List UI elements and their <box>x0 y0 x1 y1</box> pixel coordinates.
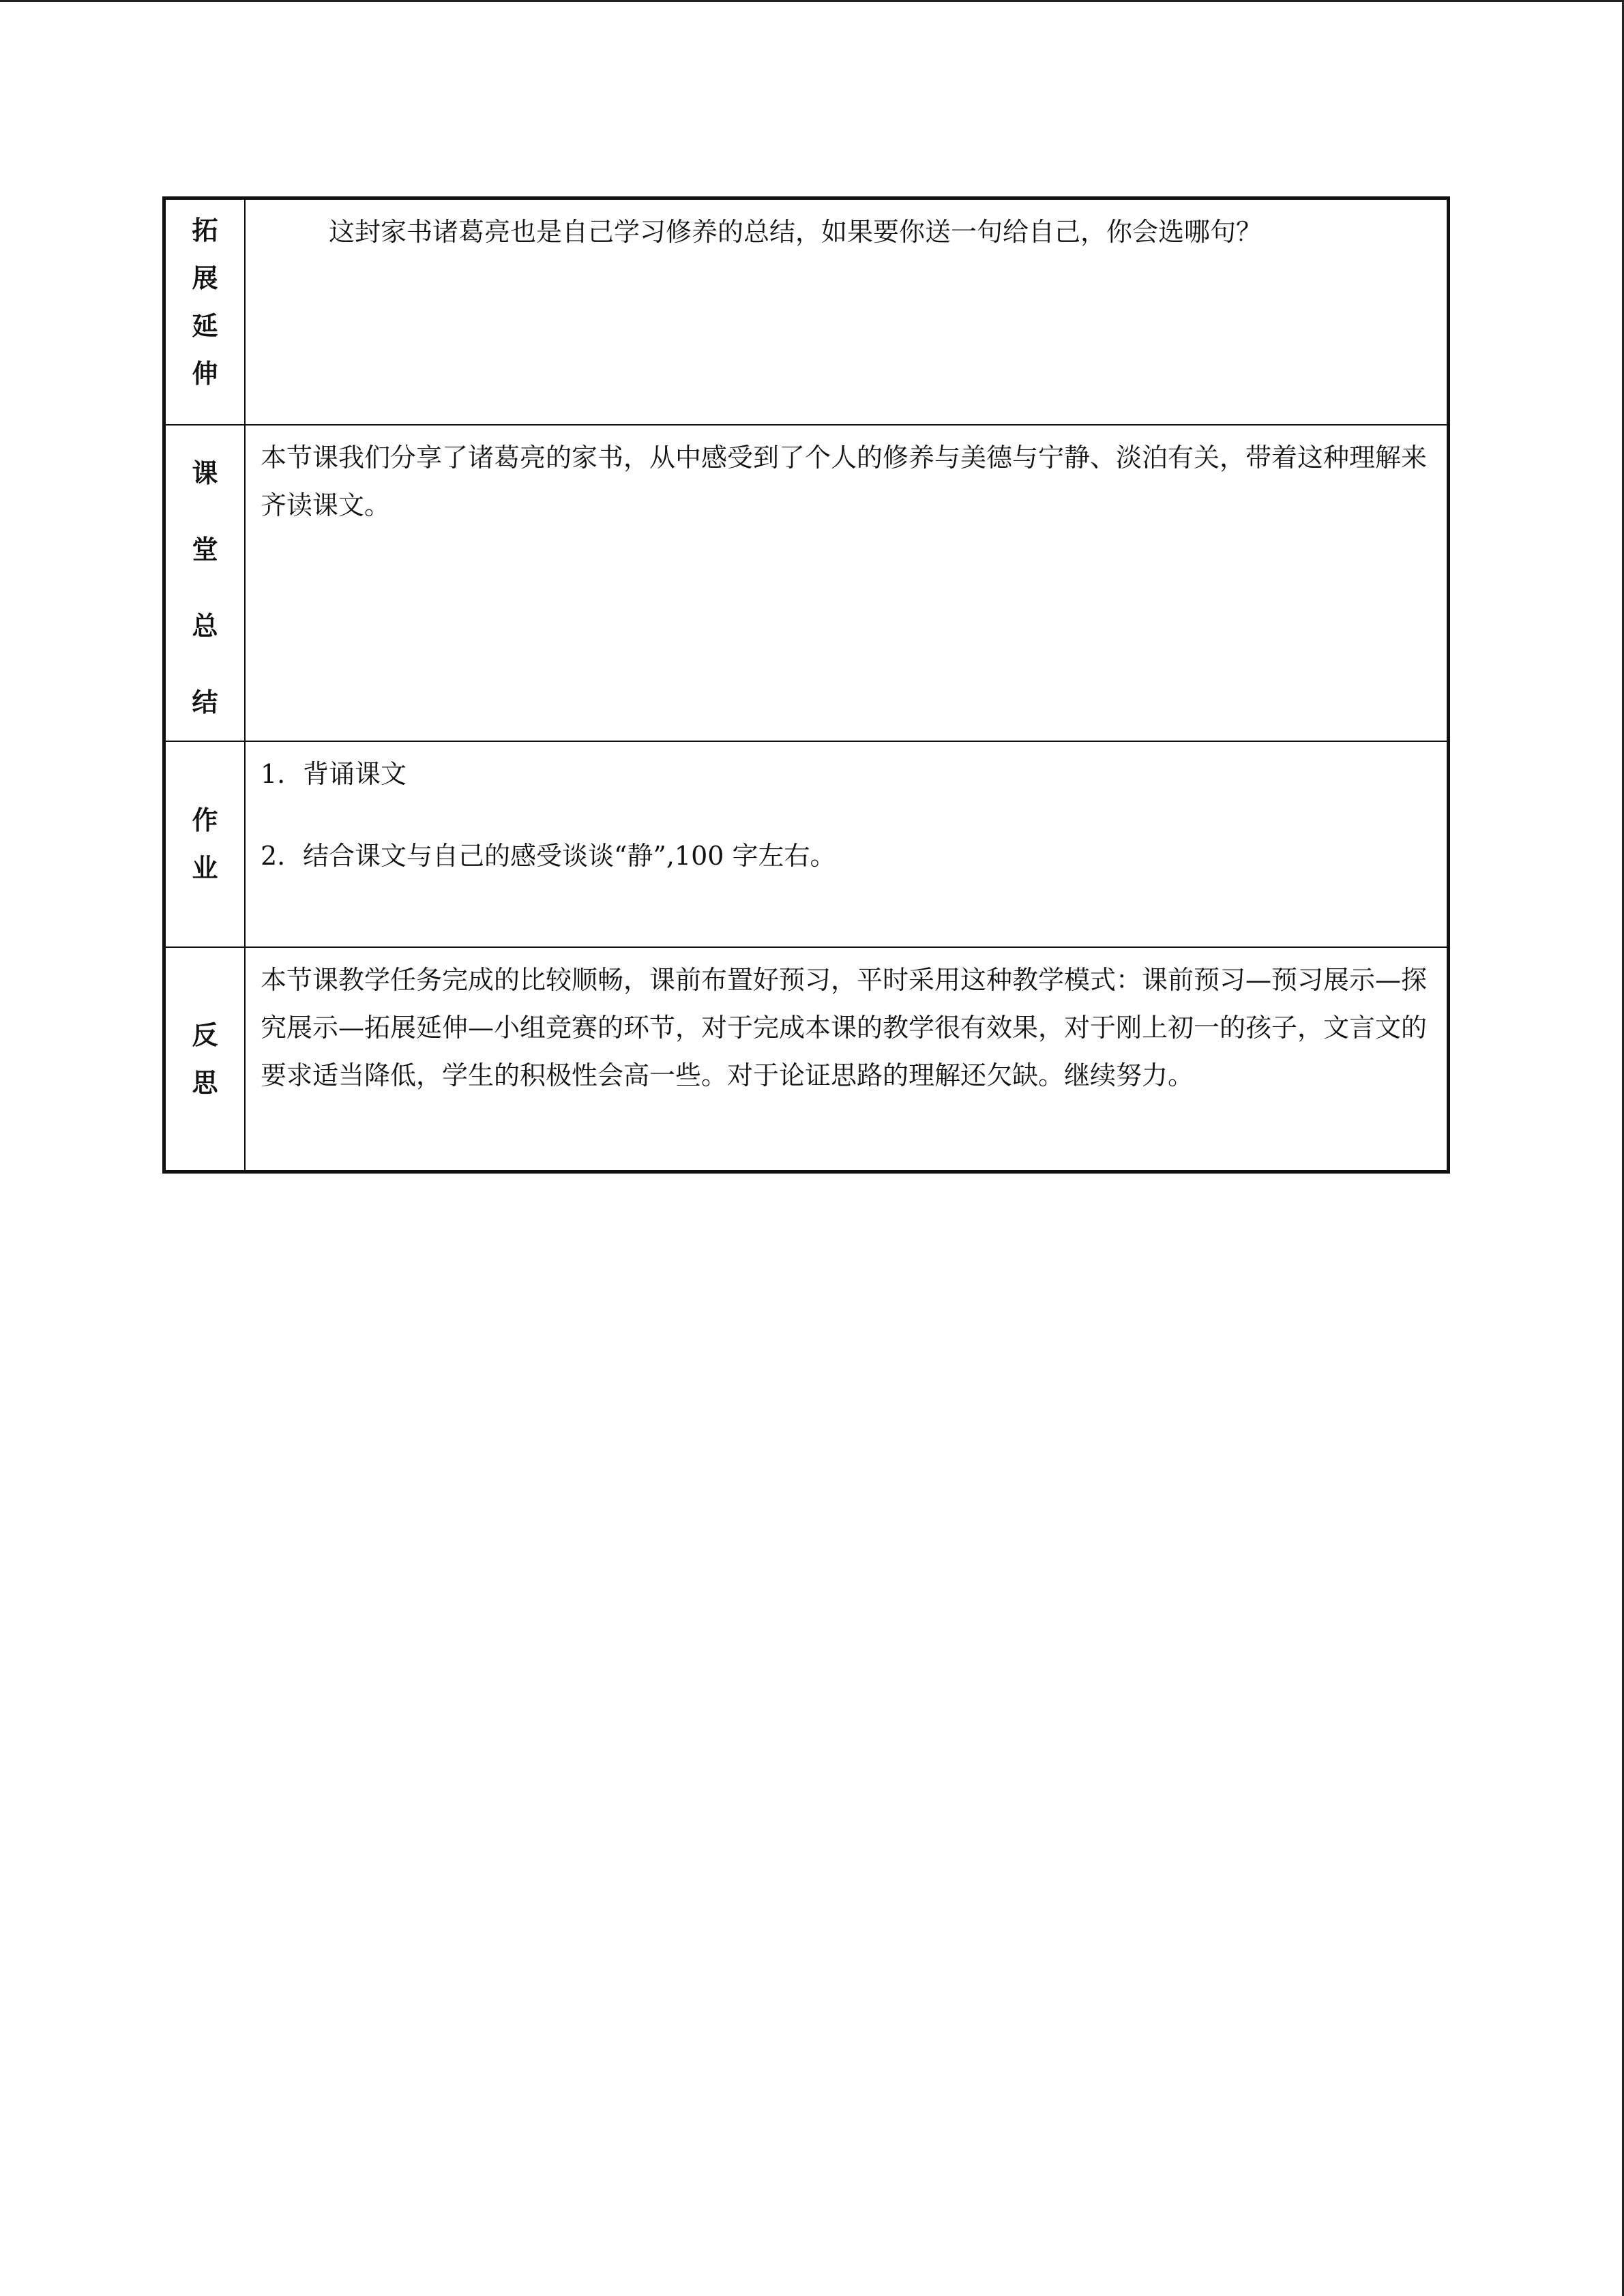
table-row-reflection <box>164 947 1449 1172</box>
label-char: 业 <box>192 852 218 883</box>
homework-item <box>261 832 1432 880</box>
homework-item <box>261 750 1432 798</box>
reflection-text: 本节课教学任务完成的比较顺畅，课前布置好预习，平时采用这种教学模式：课前预习—预习展示—探究展示—拓展延伸—小组竞赛的环节，对于完成本课的教学很有效果，对于刚上初一的孩子，文言文的要求适当降低，学生的积极性会高一些。对于论证思路的理解还欠缺。继续努力。 <box>261 964 1428 1090</box>
label-char: 总 <box>192 610 218 641</box>
label-char: 延 <box>192 310 218 341</box>
page-top-border <box>0 0 1624 2</box>
row-label-extend <box>164 198 246 425</box>
table-row-homework <box>164 741 1449 947</box>
label-char: 课 <box>192 457 218 488</box>
lesson-plan-table <box>162 196 1450 1174</box>
label-char: 作 <box>192 804 218 835</box>
row-label-homework <box>164 741 246 947</box>
row-content-reflection <box>245 947 1449 1172</box>
label-char: 结 <box>192 686 218 717</box>
row-label-summary <box>164 425 246 741</box>
summary-text: 本节课我们分享了诸葛亮的家书，从中感受到了个人的修养与美德与宁静、淡泊有关，带着这种理解来齐读课文。 <box>261 442 1428 520</box>
homework-item-text: 背诵课文 <box>303 758 407 789</box>
homework-item-number: 1. <box>261 758 286 789</box>
table-row-extend <box>164 198 1449 425</box>
extend-question: 这封家书诸葛亮也是自己学习修养的总结，如果要你送一句给自己，你会选哪句？ <box>329 217 1263 247</box>
row-content-summary <box>245 425 1449 741</box>
label-char: 伸 <box>192 358 218 389</box>
label-char: 展 <box>192 263 218 293</box>
homework-item-text: 结合课文与自己的感受谈谈“静”,100 字左右。 <box>303 840 836 871</box>
homework-item-number: 2. <box>261 840 286 871</box>
table-row-summary <box>164 425 1449 741</box>
row-content-homework <box>245 741 1449 947</box>
label-char: 堂 <box>192 533 218 565</box>
row-content-extend <box>245 198 1449 425</box>
label-char: 反 <box>192 1019 218 1050</box>
row-label-reflection <box>164 947 246 1172</box>
label-char: 思 <box>192 1067 218 1098</box>
label-char: 拓 <box>192 215 218 245</box>
